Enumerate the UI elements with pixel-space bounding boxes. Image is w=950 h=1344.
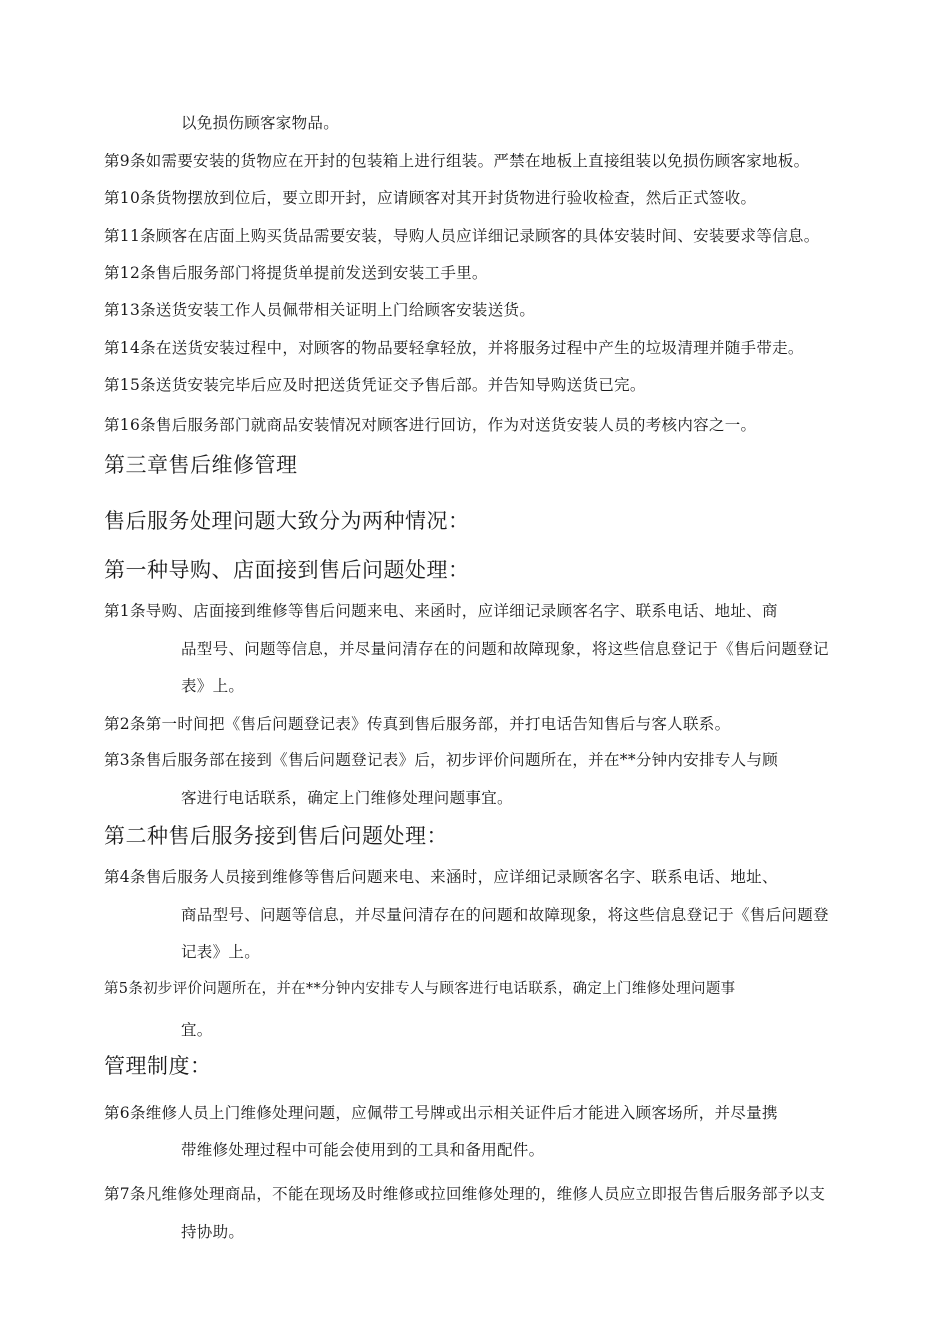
subsection-heading-2: 第二种售后服务接到售后问题处理： [104, 824, 448, 848]
clause-4-cont: 商品型号、问题等信息，并尽量问清存在的问题和故障现象，将这些信息登记于《售后问题登 [181, 906, 829, 924]
clause-4-cont: 记表》上。 [181, 943, 261, 961]
clause-6-cont: 带维修处理过程中可能会使用到的工具和备用配件。 [181, 1141, 545, 1159]
chapter-heading: 第三章售后维修管理 [104, 453, 298, 477]
clause-1-cont: 品型号、问题等信息，并尽量问清存在的问题和故障现象，将这些信息登记于《售后问题登记 [181, 640, 829, 658]
clause-16: 第16条售后服务部门就商品安装情况对顾客进行回访，作为对送货安装人员的考核内容之一。 [104, 416, 757, 434]
clause-7: 第7条凡维修处理商品，不能在现场及时维修或拉回维修处理的，维修人员应立即报告售后服务部予以支 [104, 1185, 826, 1203]
clause-5: 第5条初步评价问题所在，并在**分钟内安排专人与顾客进行电话联系，确定上门维修处理问题事 [104, 981, 736, 997]
clause-13: 第13条送货安装工作人员佩带相关证明上门给顾客安装送货。 [104, 301, 536, 319]
clause-7-cont: 持协助。 [181, 1223, 245, 1241]
text-line: 以免损伤顾客家物品。 [181, 114, 340, 132]
clause-9: 第9条如需要安装的货物应在开封的包装箱上进行组装。严禁在地板上直接组装以免损伤顾客家地板。 [104, 152, 810, 170]
clause-11: 第11条顾客在店面上购买货品需要安装，导购人员应详细记录顾客的具体安装时间、安装要求等信息。 [104, 227, 820, 245]
clause-2: 第2条第一时间把《售后问题登记表》传真到售后服务部，并打电话告知售后与客人联系。 [104, 715, 731, 733]
clause-1-cont: 表》上。 [181, 677, 245, 695]
clause-3-cont: 客进行电话联系，确定上门维修处理问题事宜。 [181, 789, 513, 807]
clause-4: 第4条售后服务人员接到维修等售后问题来电、来涵时，应详细记录顾客名字、联系电话、地址、 [104, 868, 778, 886]
clause-6: 第6条维修人员上门维修处理问题，应佩带工号牌或出示相关证件后才能进入顾客场所，并尽量携 [104, 1104, 778, 1122]
section-heading: 售后服务处理问题大致分为两种情况： [104, 509, 470, 533]
subsection-heading-1: 第一种导购、店面接到售后问题处理： [104, 558, 470, 582]
management-heading: 管理制度： [104, 1054, 212, 1078]
clause-15: 第15条送货安装完毕后应及时把送货凭证交予售后部。并告知导购送货已完。 [104, 376, 646, 394]
clause-10: 第10条货物摆放到位后，要立即开封，应请顾客对其开封货物进行验收检查，然后正式签收。 [104, 189, 757, 207]
clause-14: 第14条在送货安装过程中，对顾客的物品要轻拿轻放，并将服务过程中产生的垃圾清理并随手带走。 [104, 339, 804, 357]
clause-5-cont: 宜。 [181, 1021, 213, 1039]
clause-1: 第1条导购、店面接到维修等售后问题来电、来函时，应详细记录顾客名字、联系电话、地址、商 [104, 602, 778, 620]
clause-12: 第12条售后服务部门将提货单提前发送到安装工手里。 [104, 264, 488, 282]
clause-3: 第3条售后服务部在接到《售后问题登记表》后，初步评价问题所在，并在**分钟内安排专人与顾 [104, 751, 779, 769]
